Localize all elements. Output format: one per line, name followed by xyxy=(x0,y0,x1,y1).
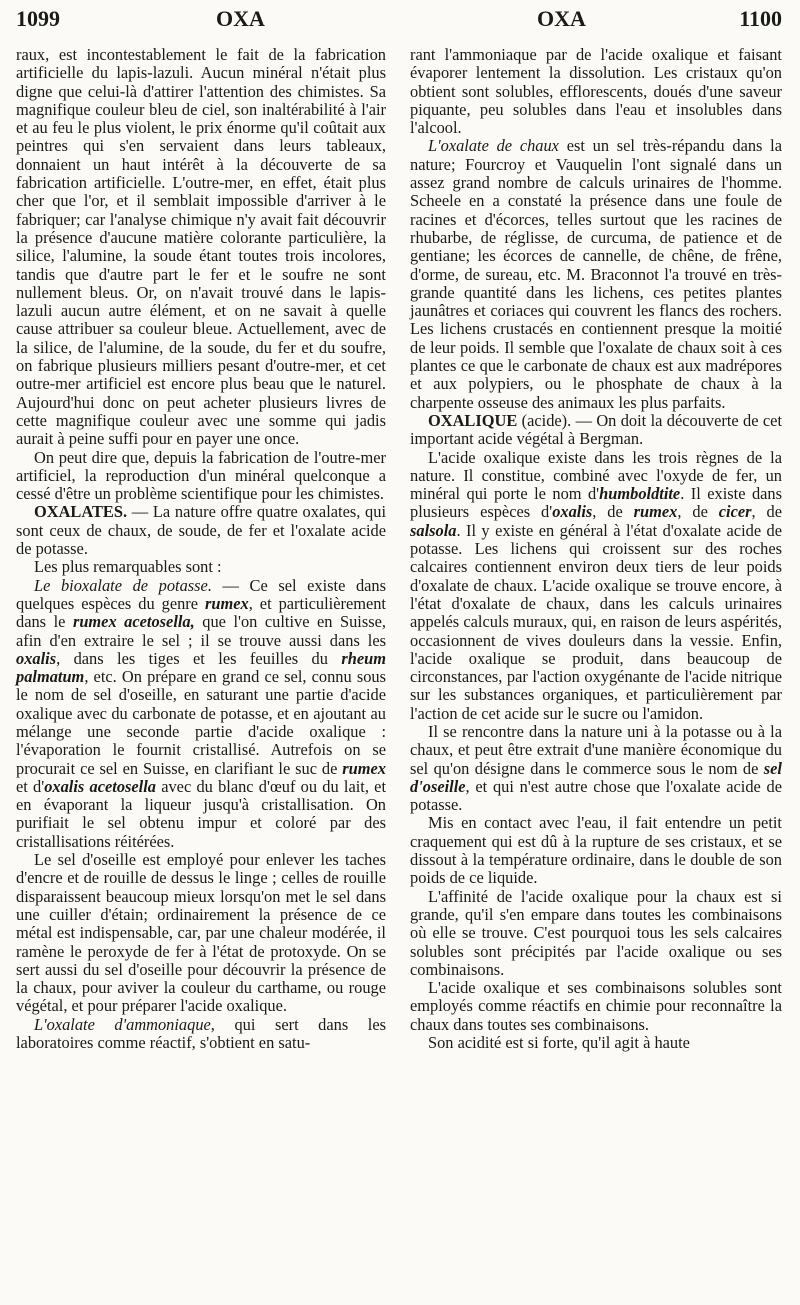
subentry-term: L'oxalate d'ammoniaque xyxy=(34,1014,211,1034)
paragraph: L'affinité de l'acide oxalique pour la chaux est si grande, qu'il s'en empare dans toutes les combinaisons où elle se trouve. C'est pourquoi tous les sels calcaires solubles sont précipités par l'acide oxalique ou ses combinaisons. xyxy=(410,886,782,979)
page-number-left: 1099 xyxy=(16,6,60,31)
paragraph: Son acidité est si forte, qu'il agit à haute xyxy=(428,1033,690,1053)
page-number-right: 1100 xyxy=(739,6,782,31)
paragraph: Mis en contact avec l'eau, il fait entendre un petit craquement qui est dû à la rupture de ses cristaux, et se dissout à la température ordinaire, dans le double de son poids de ce liquide. xyxy=(410,813,782,888)
entry-oxalique: OXALIQUE (acide). — On doit la découverte de cet important acide végétal à Bergman. xyxy=(410,410,782,449)
paragraph: rant l'ammoniaque par de l'acide oxalique et faisant évaporer lentement la dissolution. Les cristaux qu'on obtient sont solubles, efflorescents, doués d'une saveur piquante, peu solubles dans l'eau et insolubles dans l'alcool. xyxy=(410,45,782,138)
paragraph: L'acide oxalique existe dans les trois règnes de la nature. Il constitue, combiné avec l'oxyde de fer, un minéral qui porte le nom d'humboldtite. Il existe dans plusieurs espèces d'oxalis, de rumex, de cicer, de salsola. Il y existe en général à l'état d'oxalate acide de potasse. Les lichens qui croissent sur des roches calcaires contiennent environ deux tiers de leur poids d'oxalate de chaux. L'acide oxalique se trouve encore, à l'état d'oxalate de chaux, dans les calculs urinaires appelés calculs muraux, qui, en raison de leurs aspérités, occasionnent de vives douleurs dans la vessie. Enfin, l'acide oxalique se produit, dans beaucoup de circonstances, par l'action oxygénante de l'acide nitrique sur les substances organiques, et particulièrement par l'action de cet acide sur le sucre ou l'amidon. xyxy=(410,447,782,723)
paragraph: Le sel d'oseille est employé pour enlever les taches d'encre et de rouille de dessus le linge ; celles de rouille disparaissent beaucoup mieux lorsqu'on met le sel dans une cuiller d'étain; ordinairement la présence de ce métal est indispensable, car, par une chaleur modérée, il ramène le peroxyde de fer à l'état de protoxyde. On se sert aussi du sel d'oseille pour découvrir la présence de la chaux, pour aviver la couleur du carthame, ou rouge végétal, et pour préparer l'acide oxalique. xyxy=(16,850,386,1016)
running-head-left: OXA xyxy=(216,6,265,31)
subentry-term: L'oxalate de chaux xyxy=(428,136,559,156)
paragraph: L'acide oxalique et ses combinaisons solubles sont employés comme réactifs en chimie pour reconnaître la chaux dans toutes ses combinaisons. xyxy=(410,978,782,1034)
paragraph: Les plus remarquables sont : xyxy=(34,557,222,577)
subentry-term: Le bioxalate de potasse. xyxy=(34,575,212,595)
entry-term: OXALIQUE xyxy=(428,410,518,430)
paragraph: raux, est incontestablement le fait de la fabrication artificielle du lapis-lazuli. Aucun minéral n'était plus digne que celui-là d'attirer l'attention des chimistes. Sa magnifique couleur bleu de ciel, son inaltérabilité à l'air et au feu le plus violent, le prix énorme qu'il coûtait aux peintres qui s'en servaient dans leurs tableaux, donnaient un haut intérêt à la découverte de sa fabrication artificielle. L'outre-mer, en effet, était plus cher que l'or, et il semblait impossible d'arriver à le fabriquer; car l'analyse chimique n'y avait fait découvrir la présence d'aucune matière colorante particulière, la silice, l'alumine, la soude étant toutes trois incolores, tandis que d'autre part le fer et le soufre ne sont nullement bleus. Or, on n'avait trouvé dans le lapis-lazuli aucun autre élément, et on ne savait à quelle cause attribuer sa couleur bleue. Actuellement, avec de la silice, de l'alumine, de la soude, du fer et du soufre, on fabrique plusieurs milliers pesant d'outre-mer, et cet outre-mer artificiel est encore plus beau que le naturel. Aujourd'hui donc on peut acheter plusieurs livres de cette magnifique couleur avec une somme qui jadis aurait à peine suffi pour en payer une once. xyxy=(16,45,386,449)
paragraph: Il se rencontre dans la nature uni à la potasse ou à la chaux, et peut être extrait d'une manière économique du sel qu'on désigne dans le commerce sous le nom de sel d'oseille, et qui n'est autre chose que l'oxalate acide de potasse. xyxy=(410,721,782,815)
paragraph: On peut dire que, depuis la fabrication de l'outre-mer artificiel, la reproduction d'un minéral quelconque a cessé d'être un problème scientifique pour les chimistes. xyxy=(16,447,386,504)
running-head-right: OXA xyxy=(537,6,586,31)
left-column xyxy=(16,46,386,1052)
paragraph: L'oxalate d'ammoniaque, qui sert dans les laboratoires comme réactif, s'obtient en satu- xyxy=(16,1014,386,1053)
right-column xyxy=(410,46,782,1052)
entry-term: OXALATES. xyxy=(34,502,128,522)
page-header xyxy=(16,6,782,36)
paragraph: L'oxalate de chaux est un sel très-répandu dans la nature; Fourcroy et Vauquelin l'ont signalé dans un assez grand nombre de calculs urinaires de l'homme. Scheele en a constaté la présence dans une foule de racines et d'écorces, telles surtout que les racines de rhubarbe, de réglisse, de curcuma, de patience et de gentiane; les écorces de cannelle, de chêne, de frêne, d'orme, de sureau, etc. M. Braconnot l'a trouvé en très-grande quantité dans les lichens, ces petites plantes jaunâtres et coriaces qui couvrent les flancs des rochers. Les lichens crustacés en contiennent presque la moitié de leur poids. Il semble que l'oxalate de chaux soit à ces plantes ce que le carbonate de chaux est aux madrépores et aux polypiers, ou le phosphate de chaux à la charpente osseuse des animaux les plus parfaits. xyxy=(410,136,782,412)
paragraph: Le bioxalate de potasse. — Ce sel existe dans quelques espèces du genre rumex, et particulièrement dans le rumex acetosella, que l'on cultive en Suisse, afin d'en extraire le sel ; il se trouve aussi dans les oxalis, dans les tiges et les feuilles du rheum palmatum, etc. On prépare en grand ce sel, connu sous le nom de sel d'oseille, en saturant une partie d'acide oxalique avec du carbonate de potasse, et en ajoutant au mélange une seconde partie d'acide oxalique : l'évaporation le fournit cristallisé. Autrefois on se procurait ce sel en Suisse, en clarifiant le suc de rumex et d'oxalis acetosella avec du blanc d'œuf ou du lait, et en évaporant la liqueur jusqu'à cristallisation. On purifiait le sel obtenu impur et coloré par des cristallisations réitérées. xyxy=(16,575,387,851)
entry-oxalates: OXALATES. — La nature offre quatre oxalates, qui sont ceux de chaux, de soude, de fer et l'oxalate acide de potasse. xyxy=(16,502,386,559)
